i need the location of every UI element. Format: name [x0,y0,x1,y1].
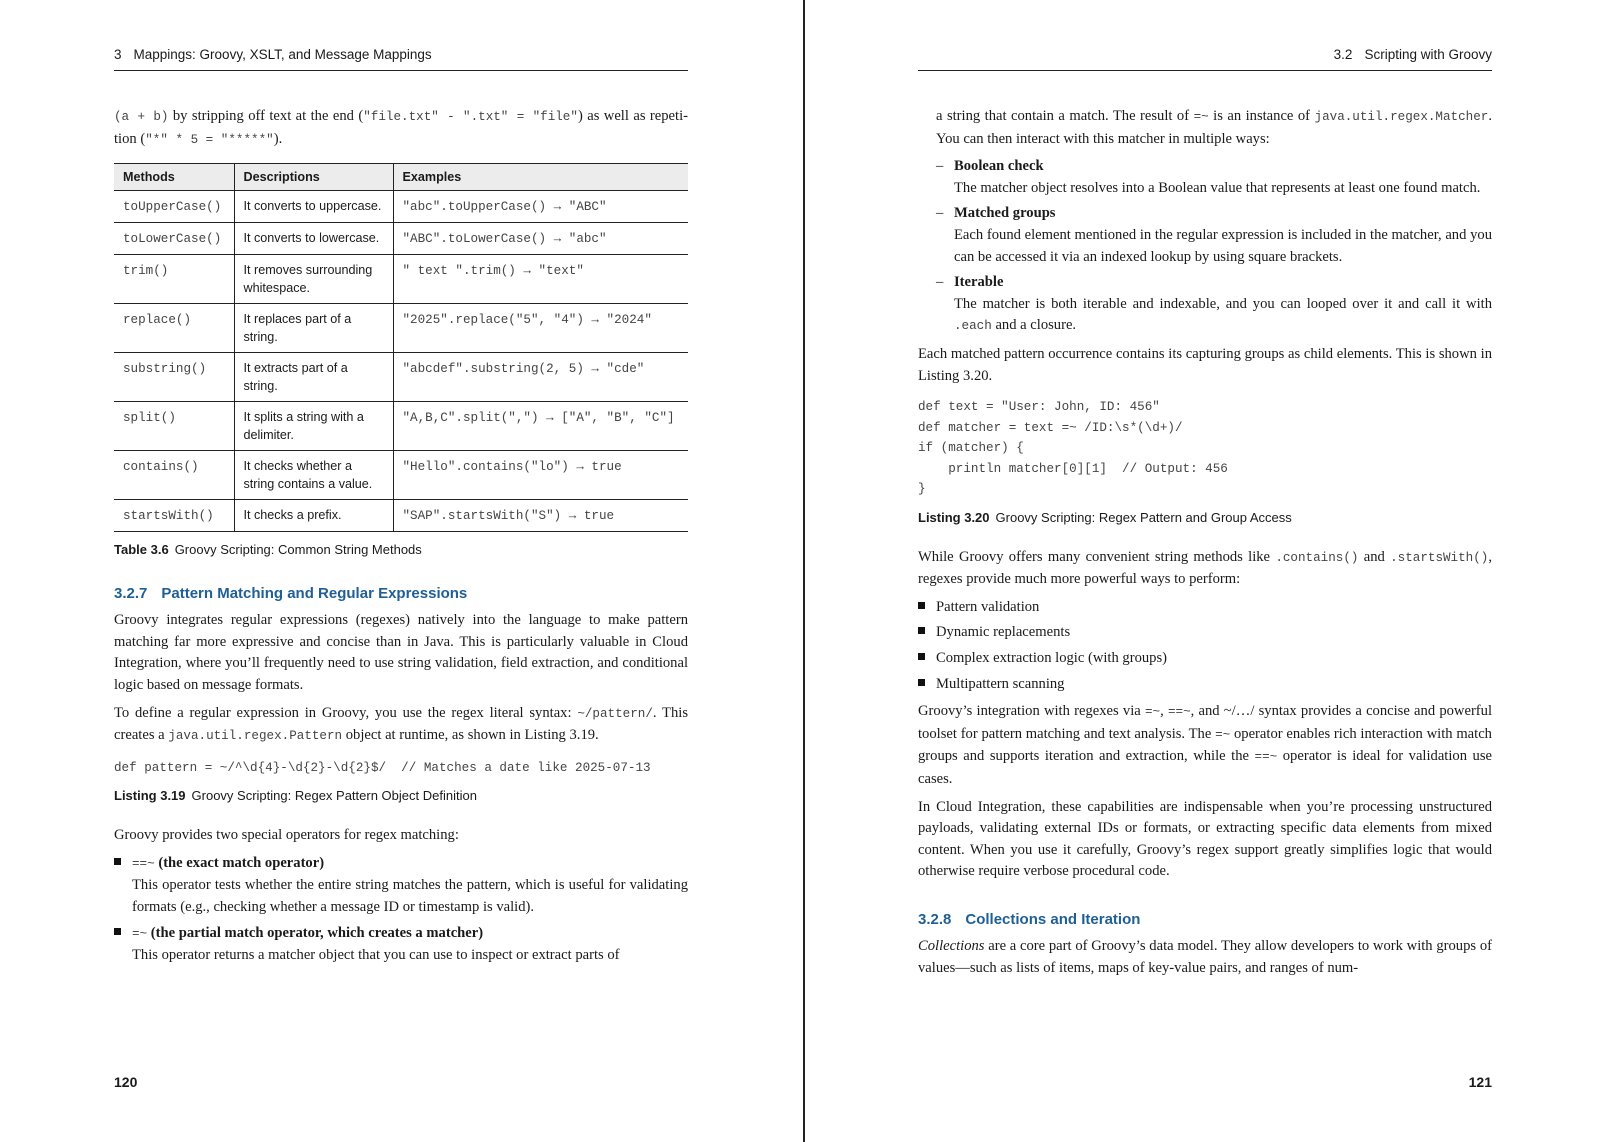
column-header: Examples [393,164,688,191]
method-example: "SAP".startsWith("S") → true [402,509,615,524]
table-row [114,191,688,223]
paragraph [918,106,1492,150]
caption-label: Table 3.6 [114,542,169,558]
table-row [114,451,688,500]
caption-label: Listing 3.20 [918,509,990,525]
caption-text: Groovy Scripting: Regex Pattern Object Definition [191,788,477,804]
text-run: The matcher is both iterable and indexable, and you can looped over it and call it with [954,295,1492,312]
page-number: 121 [1468,1074,1492,1090]
text-run: operator is ideal for validation use cases. [918,748,1493,787]
inline-code: ==~ [1167,705,1191,720]
paragraph [918,797,1492,883]
list-item-title [954,272,1492,294]
list-item-text [132,923,688,967]
inline-code: .contains() [1275,550,1359,565]
bullet-list [918,156,1492,338]
table-cell [234,304,393,353]
table-row [114,304,688,353]
inline-code: (a + b) [114,110,169,124]
square-bullet-icon [918,597,936,619]
inline-code: "file.txt" - ".txt" = "file" [363,110,578,124]
list-item [918,622,1492,644]
text-run: Groovy provides two special operators for regex matching: [114,827,459,844]
table-cell [114,223,234,255]
section-heading [114,585,688,602]
page-gutter [803,0,805,1142]
paragraph [918,701,1492,790]
code-line: if (matcher) { [918,441,1024,456]
method-name: replace() [123,313,192,328]
table-cell [114,353,234,402]
text-run: Groovy’s integration with regexes via [918,703,1145,720]
list-item-title [132,923,688,946]
heading-title: Pattern Matching and Regular Expressions [161,585,468,603]
table-cell [393,304,688,353]
paragraph [114,106,688,151]
bold-text: (the exact match operator) [154,854,325,871]
list-item-text [936,674,1492,696]
text-run: operator enables rich interaction with match groups and supports iteration and extraction, while the [918,725,1492,765]
text-run: ). [273,130,283,147]
list-item-text [132,853,688,919]
method-description: It extracts part of a string. [243,361,348,394]
text-run: In Cloud Integration, these capabilities are indispensable when you’re processing unstructured payloads, validating external IDs or formats, or extracting specific data elements from mixed content. When you use it carefully, Groovy’s regex support greatly simplifies logic that would otherwise require verbose procedural code. [918,798,1492,880]
text-run: and a closure. [991,317,1077,334]
code-line: println matcher[0][1] // Output: 456 [918,461,1228,476]
list-item [918,674,1492,696]
list-item-body: Complex extraction logic (with groups) [936,650,1168,666]
code-listing [918,397,1492,500]
table-cell [393,451,688,500]
method-name: trim() [123,264,169,279]
list-item [918,597,1492,619]
text-run: and [1358,548,1391,565]
inline-code: .startsWith() [1390,550,1489,565]
method-example: "A,B,C".split(",") → ["A", "B", "C"] [402,411,675,426]
list-item-body: The matcher object resolves into a Boolean value that represents at least one found match. [954,179,1481,196]
square-bullet-icon [114,923,132,967]
code-line: def matcher = text =~ /ID:\s*(\d+)/ [918,420,1183,435]
column-header: Descriptions [234,164,393,191]
inline-code: "*" * 5 = "*****" [145,132,274,147]
caption-text: Groovy Scripting: Regex Pattern and Group Access [995,509,1292,525]
table-cell [114,191,234,223]
table-cell [393,500,688,532]
caption [114,542,688,557]
text-run: While Groovy offers many convenient string methods like [918,548,1276,565]
section-heading [918,911,1492,928]
section-number: 3.2 [1333,47,1353,62]
list-item-body: Multipattern scanning [936,675,1065,692]
text-run: , [1160,703,1168,720]
method-example: " text ".trim() → "text" [402,264,584,279]
paragraph [918,936,1492,979]
inline-code: java.util.regex.Matcher [1314,110,1489,124]
method-description: It checks whether a string contains a value. [243,459,373,492]
running-header [114,47,688,71]
table-cell [234,451,393,500]
italic-term: Collections [918,937,985,954]
bold-text: Iterable [954,274,1004,291]
inline-code: java.util.regex.Pattern [168,729,343,744]
inline-code: .each [954,319,992,334]
list-item-body [954,294,1492,338]
text-run: , regexes provide much more powerful ways to perform: [918,548,1492,588]
paragraph [114,825,688,847]
list-item-text [954,272,1492,338]
heading-title: Collections and Iteration [965,910,1141,928]
dash-bullet-icon: – [936,205,944,222]
caption-label: Listing 3.19 [114,788,186,804]
method-name: contains() [123,460,199,475]
inline-code: ~/pattern/ [577,706,653,721]
table-cell [114,451,234,500]
paragraph [918,547,1492,591]
method-example: "2025".replace("5", "4") → "2024" [402,313,652,328]
caption [114,788,688,803]
table-row [114,402,688,451]
chapter-title: Mappings: Groovy, XSLT, and Message Mappings [133,47,432,62]
list-item [936,156,1492,199]
method-name: toLowerCase() [123,232,222,247]
page-body [114,106,688,973]
caption-text: Groovy Scripting: Common String Methods [174,542,422,558]
list-item-body: Dynamic replacements [936,624,1071,641]
square-bullet-icon [918,674,936,696]
table-row [114,223,688,255]
table-cell [393,402,688,451]
code-line: } [918,482,926,497]
method-description: It converts to lowercase. [243,231,380,246]
method-example: "Hello".contains("lo") → true [402,460,622,475]
list-item [936,203,1492,268]
method-example: "abcdef".substring(2, 5) → "cde" [402,362,645,377]
table-cell [114,255,234,304]
right-page [918,0,1492,1142]
table-cell [234,191,393,223]
table-header-row [114,164,688,191]
text-run: Each matched pattern occurrence contains its capturing groups as child elements. This is shown in Listing 3.20. [918,345,1492,384]
section-title: Scripting with Groovy [1364,47,1492,62]
table-row [114,353,688,402]
text-run: object at runtime, as shown in Listing 3.19. [342,727,599,744]
text-run: . This creates a [114,704,688,744]
method-description: It converts to uppercase. [243,199,382,214]
text-run: a string that contain a match. The result of [936,108,1194,124]
table-cell [393,191,688,223]
table-cell [234,500,393,532]
bullet-list [114,853,688,967]
method-description: It splits a string with a delimiter. [243,410,364,443]
text-run: To define a regular expression in Groovy, you use the regex literal syntax: [114,704,578,721]
list-item-title [132,853,688,876]
table-cell [114,500,234,532]
list-item-text [936,648,1492,670]
bullet-list [918,597,1492,695]
string-methods-table [114,163,688,532]
list-item-title [954,203,1492,225]
table-cell [234,353,393,402]
inline-code: =~ [1144,705,1161,720]
bold-text: Boolean check [954,158,1044,175]
inline-code: =~ [1193,110,1209,124]
method-description: It replaces part of a string. [243,312,352,345]
method-description: It removes surrounding whitespace. [243,263,373,296]
list-item-body: Pattern validation [936,598,1040,615]
inline-code: =~ [132,926,148,941]
list-item-text [936,622,1492,644]
table-cell [234,223,393,255]
method-example: "ABC".toLowerCase() → "abc" [402,232,607,247]
text-run: Groovy integrates regular expressions (regexes) natively into the language to make pattern matching far more expressive and concise than in Java. This is particularly valuable in Cloud Integration, where you’ll frequently need to use string validation, field extraction, and conditional logic based on message formats. [114,612,688,693]
code-line: def text = "User: John, ID: 456" [918,400,1160,415]
text-run: by stripping off text at the end ( [168,108,364,124]
method-example: "abc".toUpperCase() → "ABC" [402,200,607,215]
heading-number: 3.2.7 [114,585,148,603]
page-number: 120 [114,1074,138,1090]
table-cell [393,223,688,255]
method-name: substring() [123,362,207,377]
chapter-number: 3 [114,47,122,62]
list-item [918,648,1492,670]
inline-code: ==~ [1254,750,1278,765]
bold-text: (the partial match operator, which creates a matcher) [147,924,484,941]
dash-bullet-icon: – [936,274,944,291]
paragraph [918,344,1492,387]
method-name: toUpperCase() [123,200,222,215]
heading-number: 3.2.8 [918,910,952,928]
bold-text: Matched groups [954,205,1056,222]
list-item [936,272,1492,338]
method-name: split() [123,411,176,426]
text-run: ) as well as repeti-tion ( [114,108,688,147]
table-row [114,500,688,532]
list-item-body: This operator tests whether the entire string matches the pattern, which is useful for validating formats (e.g., checking whether a message ID or timestamp is valid). [132,877,688,916]
list-item-title [954,156,1492,178]
list-item-body: This operator returns a matcher object that you can use to inspect or extract parts of [132,947,620,964]
paragraph [114,610,688,696]
table-cell [114,304,234,353]
list-item [114,923,688,967]
list-item-text [936,597,1492,619]
inline-code: =~ [1215,727,1231,742]
column-header: Methods [114,164,234,191]
method-name: startsWith() [123,509,214,524]
running-header [918,47,1492,71]
table-cell [393,353,688,402]
square-bullet-icon [918,622,936,644]
text-run: , and ~/…/ syntax provides a concise and powerful toolset for pattern matching and text analysis. The [918,703,1493,742]
list-item [114,853,688,919]
left-page [114,0,688,1142]
inline-code: ==~ [132,856,155,871]
table-cell [114,402,234,451]
dash-bullet-icon: – [936,158,944,175]
code-listing [114,758,688,779]
method-description: It checks a prefix. [243,508,342,523]
text-run: are a core part of Groovy’s data model. They allow developers to work with groups of values—such as lists of items, maps of key-value pairs, and ranges of num- [918,937,1492,976]
list-item-text [954,203,1492,268]
list-item-body: Each found element mentioned in the regular expression is included in the matcher, and you can be accessed it via an indexed lookup by using square brackets. [954,226,1492,265]
caption [918,510,1492,525]
table-cell [393,255,688,304]
square-bullet-icon [918,648,936,670]
text-run: . You can then interact with this matcher in multiple ways: [936,108,1492,147]
paragraph [114,703,688,748]
text-run: is an instance of [1208,108,1315,124]
page-body [918,106,1492,985]
table-cell [234,402,393,451]
table-row [114,255,688,304]
code-line: def pattern = ~/^\d{4}-\d{2}-\d{2}$/ // Matches a date like 2025-07-13 [114,760,651,775]
table-cell [234,255,393,304]
list-item-text [954,156,1492,199]
square-bullet-icon [114,853,132,919]
